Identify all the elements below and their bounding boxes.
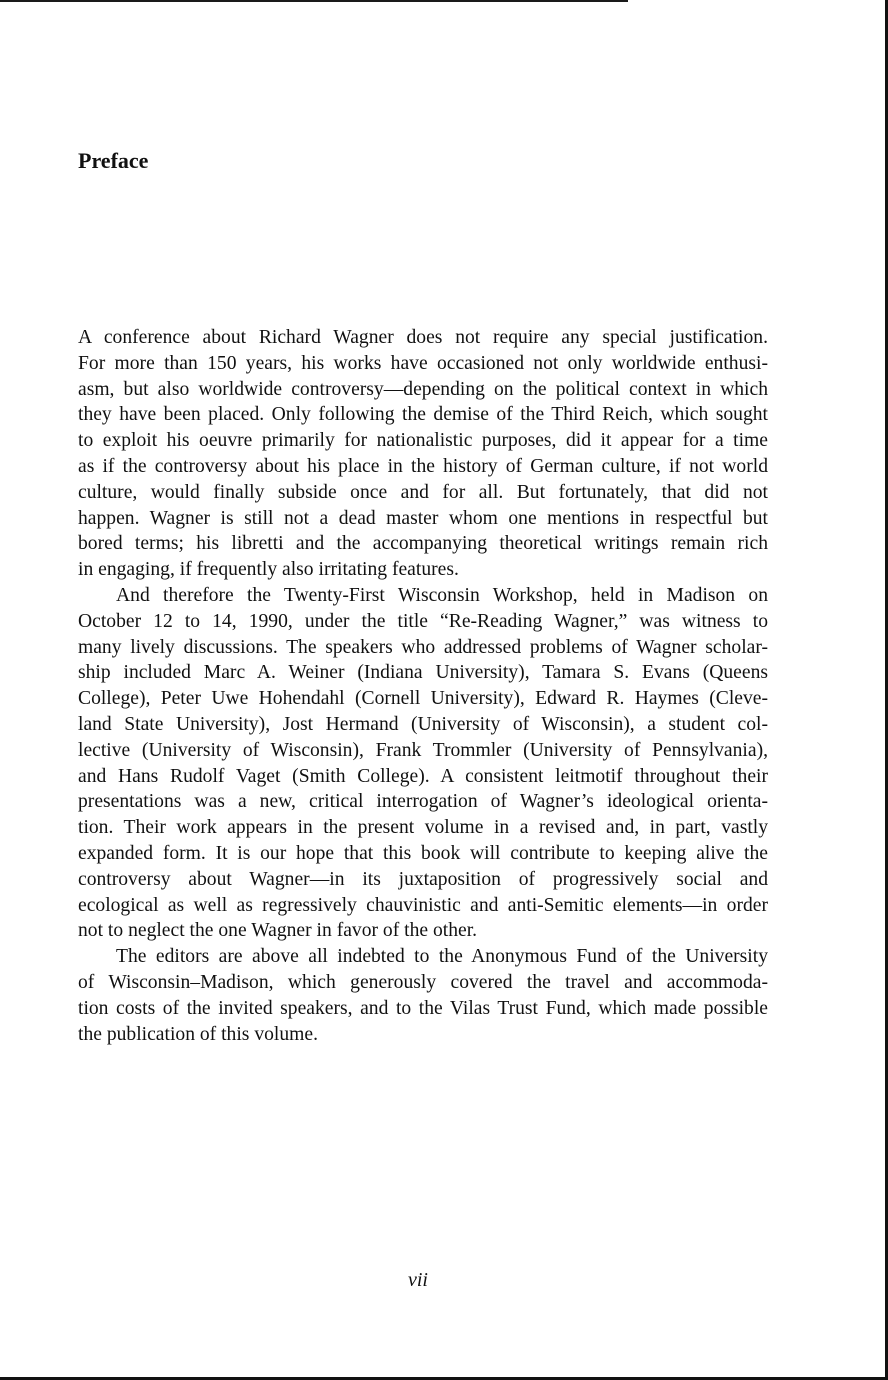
text-line: bored terms; his libretti and the accompanying theoretical writings remain rich — [78, 533, 768, 555]
scan-edge-top — [0, 0, 628, 2]
text-line: ecological as well as regressively chauvinistic and anti-Semitic elements—in order — [78, 894, 768, 916]
text-line: tion. Their work appears in the present volume in a revised and, in part, vastly — [78, 817, 768, 839]
preface-body — [78, 325, 768, 1047]
text-line: expanded form. It is our hope that this book will contribute to keeping alive the — [78, 842, 768, 864]
text-line: land State University), Jost Hermand (University of Wisconsin), a student col- — [78, 713, 768, 735]
text-line: October 12 to 14, 1990, under the title “Re-Reading Wagner,” was witness to — [78, 610, 768, 632]
text-line: not to neglect the one Wagner in favor of the other. — [78, 920, 478, 942]
text-line: And therefore the Twenty-First Wisconsin Workshop, held in Madison on — [116, 584, 768, 606]
text-line: presentations was a new, critical interrogation of Wagner’s ideological orienta- — [78, 791, 768, 813]
text-line: tion costs of the invited speakers, and to the Vilas Trust Fund, which made possible — [78, 997, 768, 1019]
text-line: asm, but also worldwide controversy—depending on the political context in which — [78, 378, 768, 400]
text-line: and Hans Rudolf Vaget (Smith College). A consistent leitmotif throughout their — [78, 765, 768, 787]
text-line: of Wisconsin–Madison, which generously covered the travel and accommoda- — [78, 971, 768, 993]
page-number: vii — [408, 1269, 428, 1291]
text-line: in engaging, if frequently also irritating features. — [78, 559, 459, 581]
text-line: lective (University of Wisconsin), Frank Trommler (University of Pennsylvania), — [78, 739, 768, 761]
paragraph — [78, 583, 768, 944]
text-line: For more than 150 years, his works have occasioned not only worldwide enthusi- — [78, 352, 768, 374]
page-title: Preface — [78, 148, 149, 173]
text-line: A conference about Richard Wagner does not require any special justification. — [78, 327, 768, 348]
text-line: as if the controversy about his place in the history of German culture, if not world — [78, 455, 768, 477]
text-line: to exploit his oeuvre primarily for nationalistic purposes, did it appear for a time — [78, 430, 768, 452]
text-line: controversy about Wagner—in its juxtaposition of progressively social and — [78, 868, 768, 890]
text-line: ship included Marc A. Weiner (Indiana University), Tamara S. Evans (Queens — [78, 662, 768, 684]
text-line: many lively discussions. The speakers who addressed problems of Wagner scholar- — [78, 636, 768, 658]
paragraph — [78, 944, 768, 1047]
text-line: the publication of this volume. — [78, 1023, 318, 1045]
text-line: happen. Wagner is still not a dead master whom one mentions in respectful but — [78, 507, 768, 529]
text-line: The editors are above all indebted to the Anonymous Fund of the University — [116, 946, 768, 968]
text-line: they have been placed. Only following the demise of the Third Reich, which sought — [78, 404, 768, 426]
text-line: culture, would finally subside once and for all. But fortunately, that did not — [78, 481, 768, 503]
paragraph — [78, 325, 768, 583]
text-line: College), Peter Uwe Hohendahl (Cornell University), Edward R. Haymes (Cleve- — [78, 688, 768, 710]
